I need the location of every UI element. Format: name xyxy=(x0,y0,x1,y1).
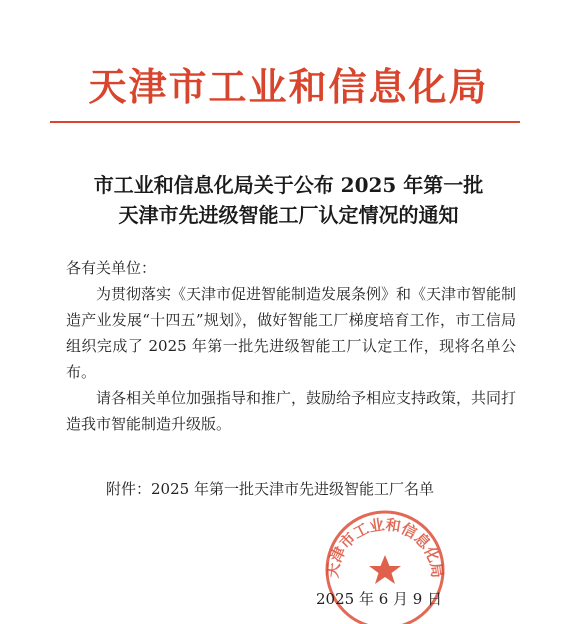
body-paragraph-2: 请各相关单位加强指导和推广，鼓励给予相应支持政策，共同打造我市智能制造升级版。 xyxy=(66,389,517,433)
document-title-line-1: 市工业和信息化局关于公布 2025 年第一批 xyxy=(93,173,484,197)
seal-text: 天津市工业和信息化局 xyxy=(323,515,447,579)
letterhead-org-name: 天津市工业和信息化局 xyxy=(88,65,489,109)
document-body xyxy=(66,255,516,437)
star-icon xyxy=(369,555,401,584)
salutation: 各有关单位： xyxy=(66,259,157,277)
document-title xyxy=(0,170,577,230)
attachment-line: 附件：2025 年第一批天津市先进级智能工厂名单 xyxy=(106,480,434,498)
issue-date: 2025 年 6 月 9 日 xyxy=(316,590,443,608)
letterhead-red-rule xyxy=(50,121,520,123)
document-title-line-2: 天津市先进级智能工厂认定情况的通知 xyxy=(118,203,459,227)
body-paragraph-1: 为贯彻落实《天津市促进智能制造发展条例》和《天津市智能制造产业发展“十四五”规划》，做好智能工厂梯度培育工作，市工信局组织完成了 2025 年第一批先进级智能工厂认定工作，现将名单公布。 xyxy=(66,285,517,381)
